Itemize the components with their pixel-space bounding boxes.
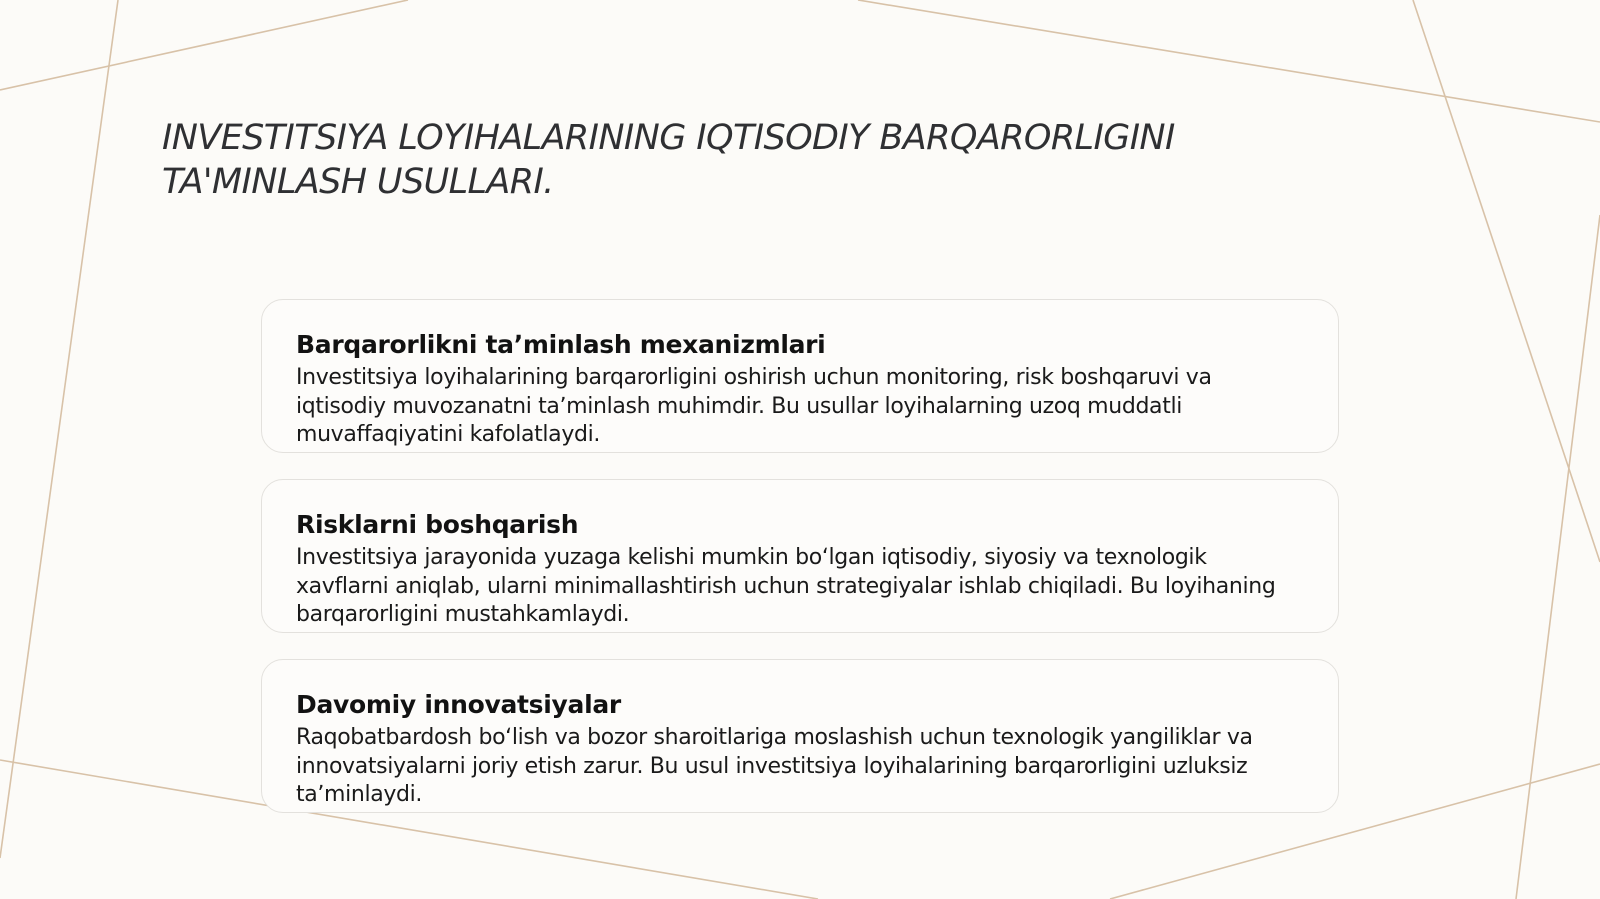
page-title: INVESTITSIYA LOYIHALARINING IQTISODIY BARQARORLIGINI TA'MINLASH USULLARI. bbox=[162, 118, 1175, 202]
card-heading: Barqarorlikni taʼminlash mexanizmlari bbox=[296, 330, 826, 359]
card-risk-management bbox=[261, 479, 1339, 633]
card-continuous-innovation bbox=[261, 659, 1339, 813]
decor-line bbox=[1413, 0, 1600, 562]
card-stability-mechanisms bbox=[261, 299, 1339, 453]
decor-line bbox=[858, 0, 1600, 122]
card-body: Investitsiya loyihalarining barqarorligini oshirish uchun monitoring, risk boshqaruvi va iqtisodiy muvozanatni taʼminlash muhimdir. Bu usullar loyihalarning uzoq muddatli muvaffaqiyatini kafolatlaydi. bbox=[296, 365, 1212, 447]
card-body: Investitsiya jarayonida yuzaga kelishi mumkin boʻlgan iqtisodiy, siyosiy va texnologik xavflarni aniqlab, ularni minimallashtirish uchun strategiyalar ishlab chiqiladi. Bu loyihaning barqarorligini mustahkamlaydi. bbox=[296, 545, 1276, 627]
decor-line bbox=[0, 0, 118, 858]
decor-line bbox=[1516, 215, 1600, 899]
card-heading: Risklarni boshqarish bbox=[296, 510, 579, 539]
card-body: Raqobatbardosh boʻlish va bozor sharoitlariga moslashish uchun texnologik yangiliklar va innovatsiyalarni joriy etish zarur. Bu usul investitsiya loyihalarining barqarorligini uzluksiz taʼminlaydi. bbox=[296, 725, 1253, 807]
card-heading: Davomiy innovatsiyalar bbox=[296, 690, 621, 719]
decor-line bbox=[0, 0, 408, 90]
